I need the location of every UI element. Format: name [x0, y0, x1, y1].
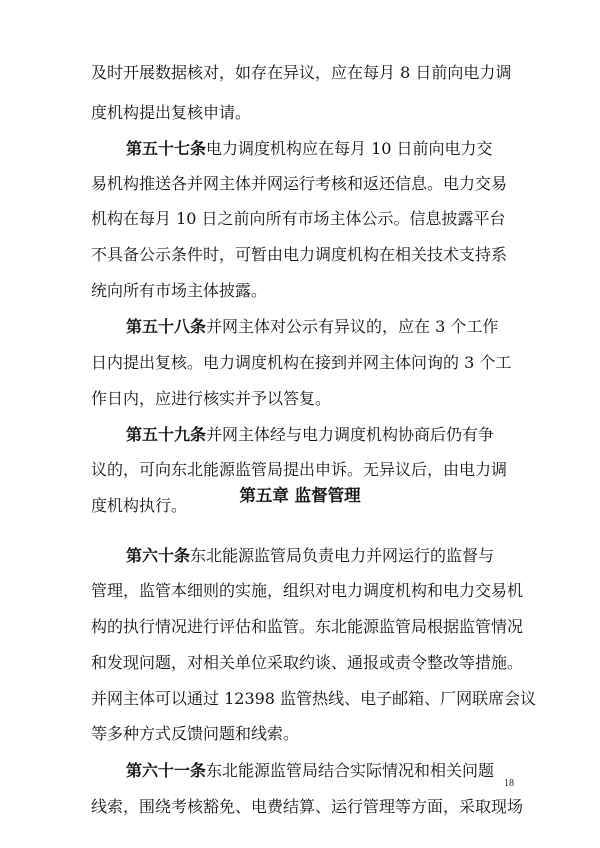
- text-line: [91, 460, 521, 480]
- text-line: [91, 103, 521, 123]
- page-number: 18: [504, 778, 514, 789]
- article-57-text: 电力调度机构应在每月 10 日前向电力交: [206, 139, 493, 158]
- text-span: 管理，监管本细则的实施，组织对电力调度机构和电力交易机: [91, 581, 524, 600]
- text-line: [91, 653, 524, 673]
- article-60-first-line: [126, 546, 526, 566]
- text-span: 不具备公示条件时，可暂由电力调度机构在相关技术支持系: [91, 245, 508, 264]
- text-line: [91, 209, 521, 229]
- text-span: 及时开展数据核对，如存在异议，应在每月 8 日前向电力调: [91, 63, 512, 82]
- article-59-first-line: [126, 425, 526, 445]
- article-59-label: 第五十九条: [126, 425, 207, 444]
- text-line: [91, 724, 521, 744]
- text-line: [91, 797, 524, 817]
- text-span: 议的，可向东北能源监管局提出申诉。无异议后，由电力调: [91, 460, 508, 479]
- text-line: [91, 63, 521, 83]
- text-span: 度机构执行。: [91, 496, 188, 515]
- article-61-first-line: [126, 761, 526, 781]
- text-line: [91, 245, 521, 265]
- text-line: [91, 581, 524, 601]
- text-span: 统向所有市场主体披露。: [91, 281, 268, 300]
- text-span: 和发现问题，对相关单位采取约谈、通报或责令整改等措施。: [91, 653, 524, 672]
- text-span: 日内提出复核。电力调度机构在接到并网主体问询的 3 个工: [91, 353, 512, 372]
- text-span: 作日内，应进行核实并予以答复。: [91, 389, 332, 408]
- text-span: 度机构提出复核申请。: [91, 103, 252, 122]
- article-61-text: 东北能源监管局结合实际情况和相关问题: [206, 761, 495, 780]
- text-line: [91, 496, 521, 516]
- text-span: 并网主体可以通过 12398 监管热线、电子邮箱、厂网联席会议: [91, 689, 537, 708]
- article-57-label: 第五十七条: [126, 139, 207, 158]
- article-58-first-line: [126, 317, 526, 337]
- article-60-label: 第六十条: [126, 546, 191, 565]
- text-line: [91, 389, 521, 409]
- article-60-text: 东北能源监管局负责电力并网运行的监督与: [190, 546, 495, 565]
- text-span: 易机构推送各并网主体并网运行考核和返还信息。电力交易: [91, 174, 508, 193]
- article-59-text: 并网主体经与电力调度机构协商后仍有争: [206, 425, 495, 444]
- text-span: 等多种方式反馈问题和线索。: [91, 724, 300, 743]
- article-61-label: 第六十一条: [126, 761, 207, 780]
- text-line: [91, 617, 524, 637]
- article-57-first-line: [126, 139, 526, 159]
- text-line: [91, 689, 537, 709]
- chapter-title: 第五章 监督管理: [239, 486, 361, 505]
- text-span: 构的执行情况进行评估和监管。东北能源监管局根据监管情况: [91, 617, 524, 636]
- text-span: 线索，围绕考核豁免、电费结算、运行管理等方面，采取现场: [91, 797, 524, 816]
- text-line: [91, 281, 521, 301]
- article-58-text: 并网主体对公示有异议的，应在 3 个工作: [206, 317, 499, 336]
- text-span: 机构在每月 10 日之前向所有市场主体公示。信息披露平台: [91, 209, 506, 228]
- text-line: [91, 353, 521, 373]
- text-line: [91, 174, 521, 194]
- article-58-label: 第五十八条: [126, 317, 207, 336]
